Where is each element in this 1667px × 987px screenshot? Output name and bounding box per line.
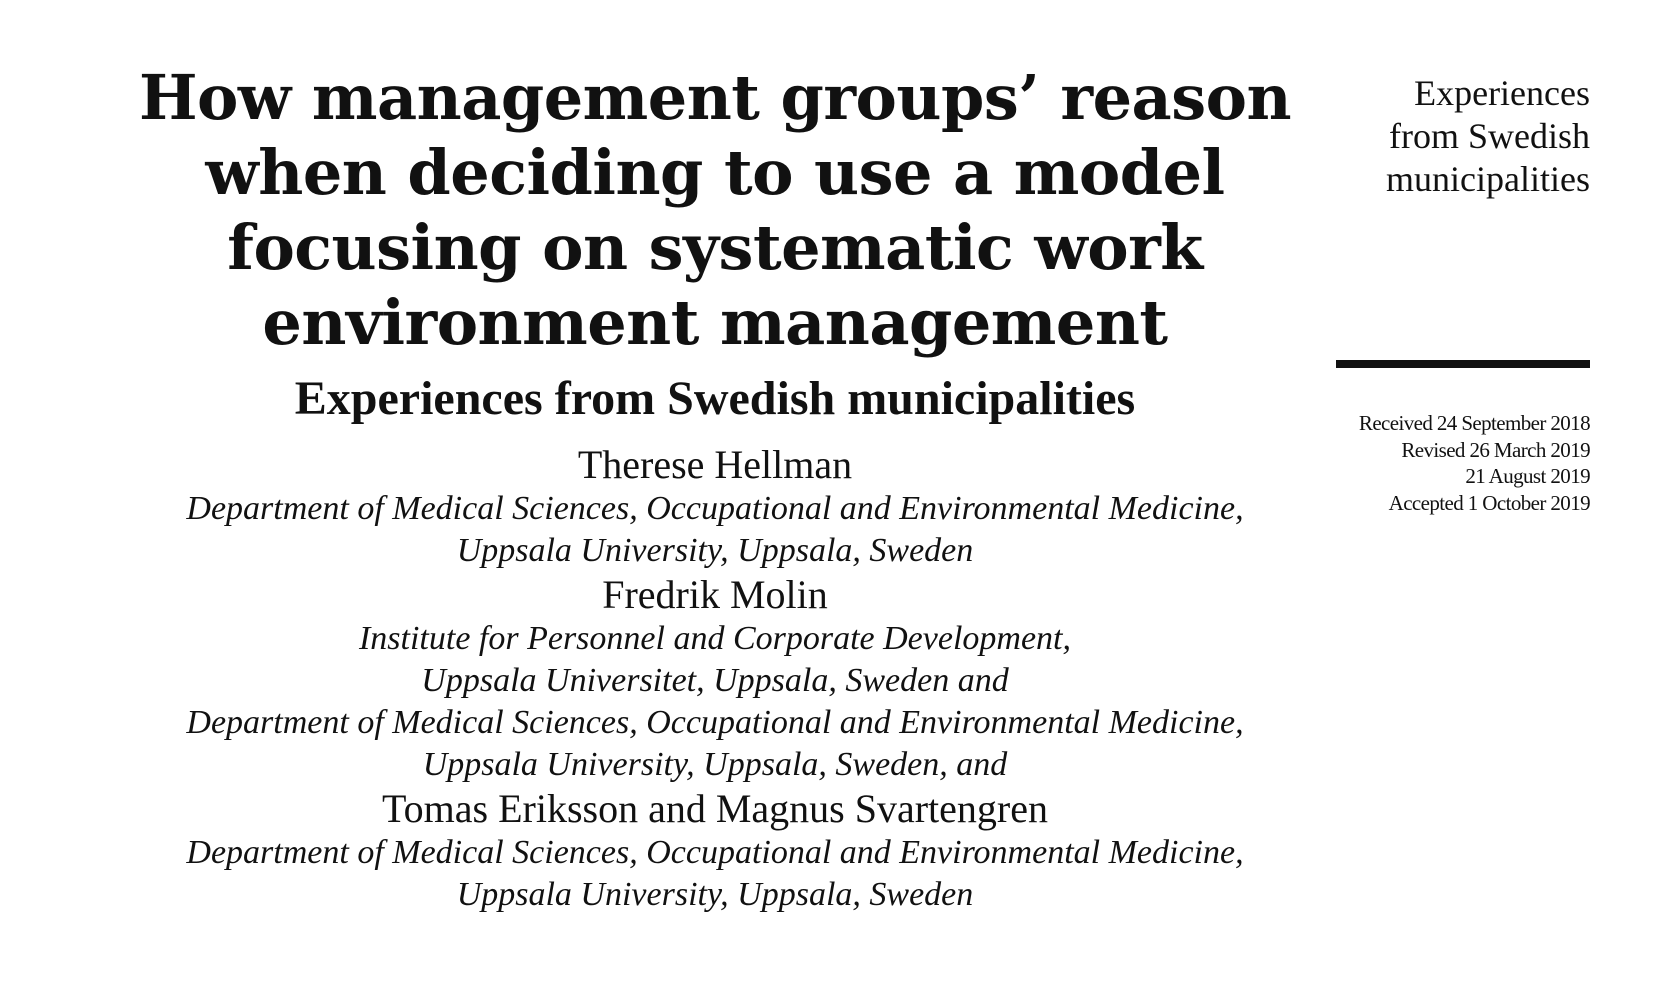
revised-date-2: 21 August 2019: [1465, 464, 1590, 488]
received-date: Received 24 September 2018: [1358, 411, 1590, 435]
affiliation-line: Department of Medical Sciences, Occupational and Environmental Medicine,: [186, 490, 1244, 527]
affiliation-line: Department of Medical Sciences, Occupational and Environmental Medicine,: [186, 704, 1244, 741]
author-name: Fredrik Molin: [602, 572, 828, 617]
author-affiliation: [120, 618, 1310, 786]
publication-history: [1300, 410, 1590, 516]
affiliation-line: Uppsala University, Uppsala, Sweden: [456, 876, 974, 913]
article-header: [120, 60, 1310, 916]
author-affiliation: [120, 488, 1310, 572]
author-list: [120, 442, 1310, 916]
author-affiliation: [120, 832, 1310, 916]
affiliation-line: Institute for Personnel and Corporate Development,: [358, 620, 1071, 657]
running-head-line: municipalities: [1386, 159, 1590, 199]
article-title: [120, 60, 1310, 360]
running-head-text: [1300, 72, 1590, 201]
article-subtitle: Experiences from Swedish municipalities: [294, 372, 1136, 425]
author-name: Tomas Eriksson and Magnus Svartengren: [382, 786, 1048, 831]
affiliation-line: Uppsala Universitet, Uppsala, Sweden and: [421, 662, 1009, 699]
revised-date: Revised 26 March 2019: [1401, 437, 1590, 462]
running-head-line: from Swedish: [1389, 116, 1590, 156]
title-line-3: focusing on systematic work: [227, 211, 1203, 284]
affiliation-line: Uppsala University, Uppsala, Sweden, and: [422, 746, 1008, 783]
title-line-2: when deciding to use a model: [205, 136, 1225, 209]
title-line-4: environment management: [262, 286, 1168, 359]
affiliation-line: Department of Medical Sciences, Occupational and Environmental Medicine,: [186, 834, 1244, 871]
margin-rule: [1336, 360, 1590, 368]
running-head: [1300, 72, 1590, 201]
title-line-1: How management groups’ reason: [138, 61, 1292, 134]
author-name: Therese Hellman: [577, 442, 853, 487]
affiliation-line: Uppsala University, Uppsala, Sweden: [456, 532, 974, 569]
accepted-date: Accepted 1 October 2019: [1388, 490, 1590, 515]
running-head-line: Experiences: [1414, 73, 1590, 113]
